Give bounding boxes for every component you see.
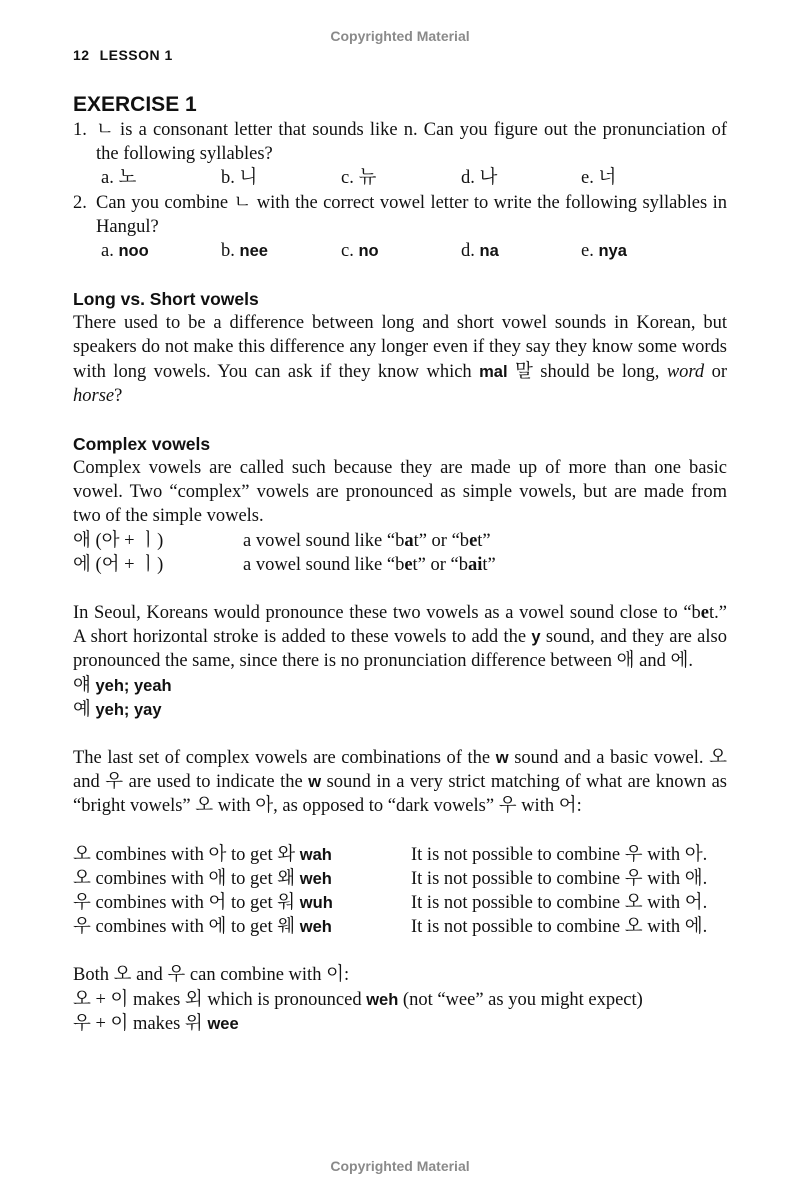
option-word: nee [239, 242, 268, 261]
option-word: no [358, 242, 379, 261]
para-text: or [704, 361, 727, 382]
complex-vowel-row [73, 553, 727, 577]
w-sound-paragraph: The last set of complex vowels are combinations of the w sound and a basic vowel. 오 and 우 are used to indicate the w sound in a very strict matching of what are known as “bright vowels” 오 with 아, as opposed to “dark vowels” 우 with 어: [73, 748, 728, 817]
question-number: 2. [73, 192, 87, 213]
both-row: 우 + 이 makes 위 wee [73, 1013, 239, 1034]
combination-row: 오 combines with 아 to get 와 wah It is not possible to combine 우 with 아. [73, 844, 708, 865]
option-e [581, 239, 701, 263]
option-c [341, 239, 461, 263]
italic-word: horse [73, 385, 115, 406]
para-text: ? [114, 385, 123, 406]
option-b [221, 239, 341, 263]
question-number: 1. [73, 120, 87, 140]
option-e: e. 너 [581, 168, 617, 189]
combination-row: 우 combines with 에 to get 웨 weh It is not possible to combine 오 with 에. [73, 917, 708, 938]
exercise-title: EXERCISE 1 [73, 93, 197, 116]
y-vowel-row: 얘 yeh; yeah [73, 675, 172, 696]
korean-word: 말 [514, 361, 533, 382]
para-text: There used to be a difference between long and short vowel sounds in Korean, but speakers do not make this difference any longer even if they say they know some words with long vowels. You can ask if they know which [73, 313, 727, 382]
question-1-options [73, 166, 727, 190]
watermark-top: Copyrighted Material [330, 28, 470, 44]
y-vowel-row: 예 yeh; yay [73, 699, 162, 720]
option-word: noo [118, 242, 149, 261]
running-header [73, 47, 173, 63]
romanization: mal [479, 362, 508, 381]
option-a: a. 노 [101, 168, 137, 189]
question-2-options [73, 239, 727, 263]
option-letter: b. [221, 241, 235, 262]
section-heading-long-short: Long vs. Short vowels [73, 289, 259, 310]
option-a [101, 239, 221, 263]
page-number: 12 [73, 47, 90, 63]
combination-row: 오 combines with 애 to get 왜 weh It is not possible to combine 우 with 애. [73, 868, 708, 889]
both-combine-line: Both 오 and 우 can combine with 이: [73, 965, 350, 986]
vowel-formula: 에 (어 + ㅣ) [73, 554, 164, 575]
long-short-paragraph [73, 311, 727, 408]
vowel-description: a vowel sound like “bat” or “bet” [243, 530, 491, 551]
page-content [73, 92, 727, 1036]
option-letter: a. [101, 241, 114, 262]
vowel-formula: 애 (아 + ㅣ) [73, 530, 164, 551]
option-letter: c. [341, 241, 354, 262]
option-c: c. 뉴 [341, 168, 377, 189]
both-row: 오 + 이 makes 외 which is pronounced weh (not “wee” as you might expect) [73, 989, 643, 1010]
option-d [461, 239, 581, 263]
option-word: nya [598, 242, 627, 261]
complex-vowel-row [73, 529, 727, 553]
option-word: na [479, 242, 499, 261]
section-heading-complex: Complex vowels [73, 434, 211, 455]
question-text: Can you combine ㄴ with the correct vowel letter to write the following syllables in Hangul? [96, 192, 727, 237]
combination-row: 우 combines with 어 to get 워 wuh It is not possible to combine 오 with 어. [73, 893, 708, 914]
complex-intro-paragraph: Complex vowels are called such because they are made up of more than one basic vowel. Two “complex” vowels are pronounced as simple vowels, but are made from two of the simple vowels. [73, 458, 727, 527]
para-text: should be long, [532, 361, 667, 382]
question-text: ㄴ is a consonant letter that sounds like n. Can you figure out the pronunciation of the following syllables? [96, 120, 727, 165]
option-letter: e. [581, 241, 594, 262]
exercise-question-2 [73, 191, 727, 239]
lesson-label: LESSON 1 [99, 47, 173, 63]
italic-word: word [666, 361, 705, 382]
option-letter: d. [461, 241, 475, 262]
option-d: d. 나 [461, 168, 498, 189]
vowel-description: a vowel sound like “bet” or “bait” [243, 554, 496, 575]
option-b: b. 니 [221, 168, 258, 189]
watermark-bottom: Copyrighted Material [330, 1158, 470, 1174]
exercise-question-1 [73, 118, 727, 166]
seoul-paragraph: In Seoul, Koreans would pronounce these two vowels as a vowel sound close to “bet.” A short horizontal stroke is added to these vowels to add the y sound, and they are also pronounced the same, since there is no pronunciation difference between 애 and 에. [73, 603, 727, 672]
